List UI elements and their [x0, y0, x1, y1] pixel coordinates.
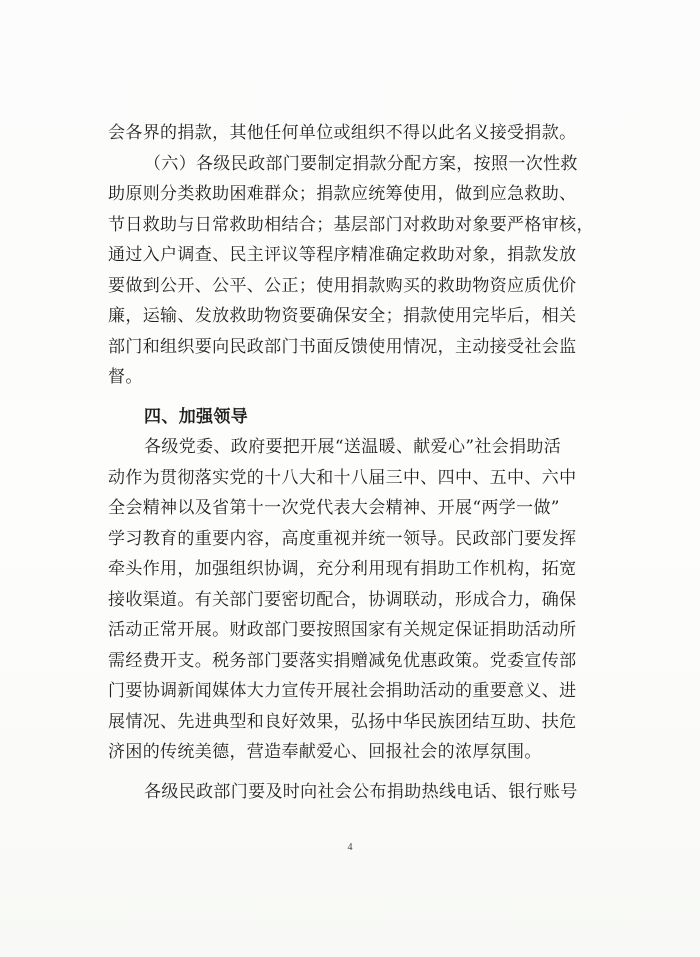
text-line: 全会精神以及省第十一次党代表大会精神、开展“两学一做”	[108, 498, 560, 518]
page-number: 4	[347, 842, 353, 853]
text-line: 助原则分类救助困难群众；捐款应统筹使用，做到应急救助、	[108, 184, 577, 204]
text-line: 要做到公开、公平、公正；使用捐款购买的救助物资应质优价	[108, 275, 577, 296]
text-line: 济困的传统美德，营造奉献爱心、回报社会的浓厚氛围。	[108, 742, 542, 762]
text-line: 牵头作用，加强组织协调，充分利用现有捐助工作机构，拓宽	[108, 559, 577, 579]
text-line: （六）各级民政部门要制定捐款分配方案，按照一次性救	[144, 153, 578, 174]
text-line: 动作为贯彻落实党的十八大和十八届三中、四中、五中、六中	[108, 467, 577, 488]
text-line: 各级党委、政府要把开展“送温暖、献爱心”社会捐助活	[144, 437, 562, 457]
text-line: 部门和组织要向民政部门书面反馈使用情况，主动接受社会监	[108, 336, 577, 357]
text-line: 门要协调新闻媒体大力宣传开展社会捐助活动的重要意义、进	[108, 681, 577, 701]
text-line: 督。	[108, 367, 143, 387]
text-line: 廉，运输、发放救助物资要确保安全；捐款使用完毕后，相关	[108, 306, 577, 326]
text-line: 展情况、先进典型和良好效果，弘扬中华民族团结互助、扶危	[108, 711, 577, 732]
text-line: 会各界的捐款，其他任何单位或组织不得以此名义接受捐款。	[108, 123, 577, 143]
section-heading: 四、加强领导	[144, 406, 249, 427]
text-line: 活动正常开展。财政部门要按照国家有关规定保证捐助活动所	[108, 620, 577, 640]
text-line: 需经费开支。税务部门要落实捐赠减免优惠政策。党委宣传部	[108, 650, 577, 671]
body-text	[108, 118, 594, 807]
text-line: 接收渠道。有关部门要密切配合，协调联动，形成合力，确保	[108, 589, 577, 610]
text-line: 学习教育的重要内容，高度重视并统一领导。民政部门要发挥	[108, 528, 577, 549]
text-line: 节日救助与日常救助相结合；基层部门对救助对象要严格审核，	[108, 214, 594, 235]
text-line: 通过入户调查、民主评议等程序精准确定救助对象，捐款发放	[108, 245, 577, 265]
text-line: 各级民政部门要及时向社会公布捐助热线电话、银行账号	[144, 781, 578, 802]
